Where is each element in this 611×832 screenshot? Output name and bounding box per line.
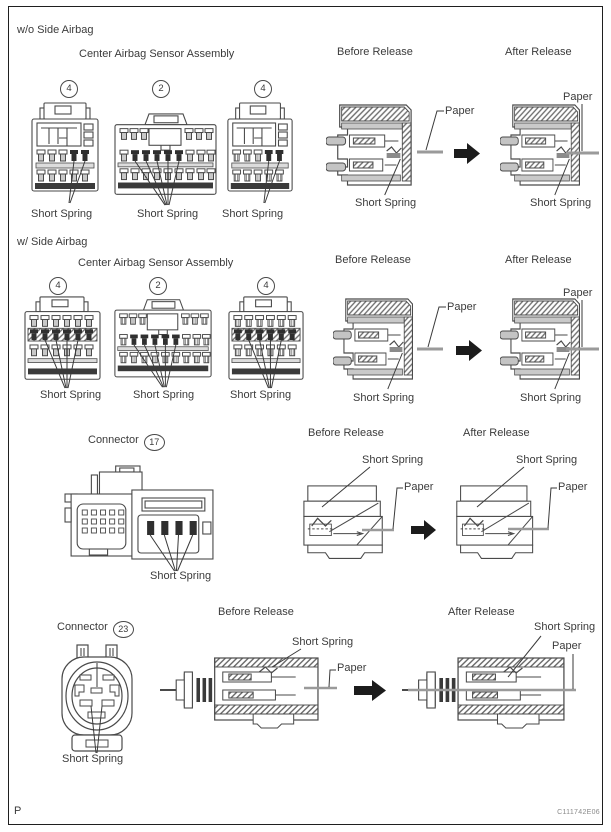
s4-after-spring-leader [508, 636, 541, 677]
connector23-title-text: Connector [57, 621, 108, 633]
s1-assembly-label: Center Airbag Sensor Assembly [79, 48, 235, 60]
connector17-after-short-spring-label: Short Spring [516, 454, 578, 466]
connector23-after-short-spring-label: Short Spring [534, 621, 596, 633]
s2-connector-2-short-spring-label: Short Spring [133, 389, 195, 401]
s1-before-release-title: Before Release [337, 46, 413, 58]
footer-page-marker: P [14, 805, 22, 817]
s4-before-paper-leader [329, 670, 336, 687]
connector23-before-short-spring-label: Short Spring [292, 636, 354, 648]
s2-connector-2-number-badge: 2 [149, 277, 167, 295]
s3-before-paper-leader [393, 488, 403, 529]
s2-before-release-title: Before Release [335, 254, 411, 266]
s1-before-short-spring-label: Short Spring [355, 197, 417, 209]
s2-connector-3-short-spring-label: Short Spring [230, 389, 292, 401]
s1-connector-1-number-badge: 4 [60, 80, 78, 98]
s2-connector-1-number-badge: 4 [49, 277, 67, 295]
s3-arrow-icon [411, 520, 436, 540]
s2-connector-1-short-spring-label: Short Spring [40, 389, 102, 401]
connector23-before-paper-label: Paper [337, 662, 367, 674]
connector17-before-paper-label: Paper [404, 481, 434, 493]
connector17-number-badge: 17 [144, 434, 165, 451]
s2-after-release-title: After Release [505, 254, 572, 266]
s1-arrow-icon [454, 143, 480, 164]
s2-before-paper-leader [428, 307, 446, 347]
connector23-after-release-title: After Release [448, 606, 515, 618]
s1-connector-3-short-spring-label: Short Spring [222, 208, 284, 220]
connector17-before-short-spring-label: Short Spring [362, 454, 424, 466]
connector23-before-release-title: Before Release [218, 606, 294, 618]
connector23-title [57, 621, 134, 638]
s3-after-paper-leader [548, 488, 557, 528]
connector17-front-short-spring-label: Short Spring [150, 570, 212, 582]
s4-before-spring-leader [272, 649, 301, 667]
connector17-after-paper-label: Paper [558, 481, 588, 493]
s1-connector-2-number-badge: 2 [152, 80, 170, 98]
s1-after-short-spring-label: Short Spring [530, 197, 592, 209]
connector17-title [88, 434, 165, 451]
connector17-title-text: Connector [88, 434, 139, 446]
s2-before-short-spring-label: Short Spring [353, 392, 415, 404]
s1-after-release-title: After Release [505, 46, 572, 58]
connector23-number-badge: 23 [113, 621, 134, 638]
connector17-before-release-title: Before Release [308, 427, 384, 439]
s2-arrow-icon [456, 340, 482, 361]
s1-connector-2-short-spring-label: Short Spring [137, 208, 199, 220]
s3-after-spring-leader [477, 467, 524, 507]
s1-title: w/o Side Airbag [17, 24, 94, 36]
s2-after-paper-label: Paper [563, 287, 593, 299]
connector23-after-paper-label: Paper [552, 640, 582, 652]
s1-after-paper-label: Paper [563, 91, 593, 103]
s1-before-paper-leader [426, 111, 444, 150]
s2-connector-3-number-badge: 4 [257, 277, 275, 295]
s3-before-spring-leader [322, 467, 370, 507]
figure-code: C111742E06 [557, 809, 600, 816]
connector23-front-short-spring-label: Short Spring [62, 753, 124, 765]
s1-connector-3-number-badge: 4 [254, 80, 272, 98]
s1-connector-1-short-spring-label: Short Spring [31, 208, 93, 220]
s2-before-paper-label: Paper [447, 301, 477, 313]
s2-title: w/ Side Airbag [17, 236, 88, 248]
s2-assembly-label: Center Airbag Sensor Assembly [78, 257, 234, 269]
s2-after-short-spring-label: Short Spring [520, 392, 582, 404]
s4-arrow-icon [354, 680, 386, 701]
s1-before-paper-label: Paper [445, 105, 475, 117]
connector17-after-release-title: After Release [463, 427, 530, 439]
